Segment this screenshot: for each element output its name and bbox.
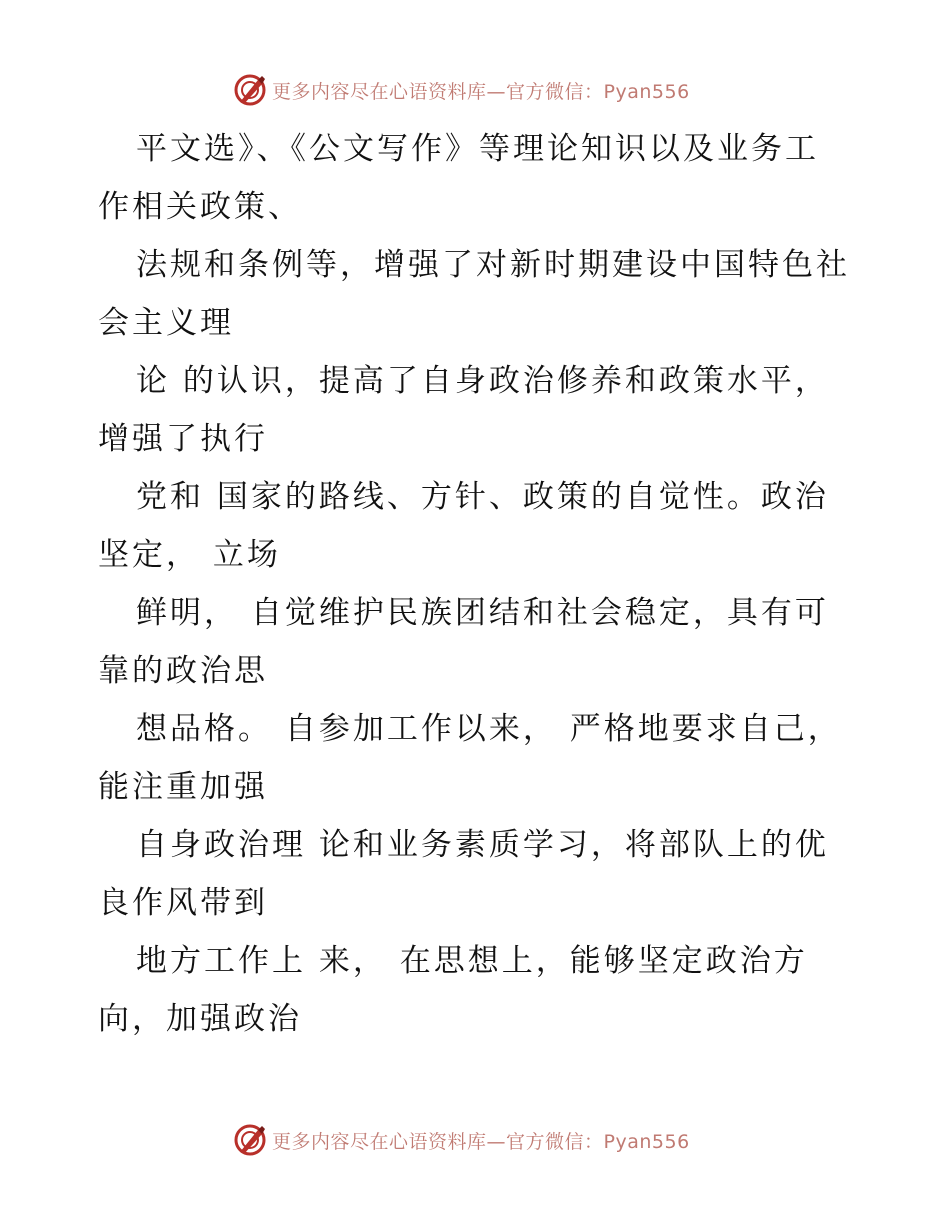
text-line: 平文选》、《公文写作》等理论知识以及业务工 (136, 131, 819, 167)
text-line: 党和 国家的路线、方针、政策的自觉性。政治 (136, 479, 829, 515)
pen-logo-icon (232, 72, 268, 108)
text-line: 鲜明， 自觉维护民族团结和社会稳定，具有可 (136, 595, 829, 631)
text-line: 想品格。 自参加工作以来， 严格地要求自己， (136, 711, 842, 747)
text-line: 增强了执行 (98, 421, 268, 457)
text-line: 地方工作上 来， 在思想上，能够坚定政治方 (136, 943, 808, 979)
text-line: 作相关政策、 (98, 189, 302, 225)
body-text (98, 120, 858, 1048)
text-line: 向，加强政治 (98, 1001, 302, 1037)
text-line: 靠的政治思 (98, 653, 268, 689)
text-line: 坚定， 立场 (98, 537, 281, 573)
text-line: 法规和条例等，增强了对新时期建设中国特色社 (136, 247, 850, 283)
text-line: 自身政治理 论和业务素质学习，将部队上的优 (136, 827, 829, 863)
text-line: 论 的认识，提高了自身政治修养和政策水平， (136, 363, 829, 399)
text-line: 良作风带到 (98, 885, 268, 921)
header-banner-text: 更多内容尽在心语资料库—官方微信：Pyan556 (272, 80, 690, 103)
text-line: 会主义理 (98, 305, 234, 341)
header-banner (232, 70, 690, 110)
text-line: 能注重加强 (98, 769, 268, 805)
footer-banner-text: 更多内容尽在心语资料库—官方微信：Pyan556 (272, 1130, 690, 1153)
pen-logo-icon (232, 1122, 268, 1158)
footer-banner (232, 1120, 690, 1160)
